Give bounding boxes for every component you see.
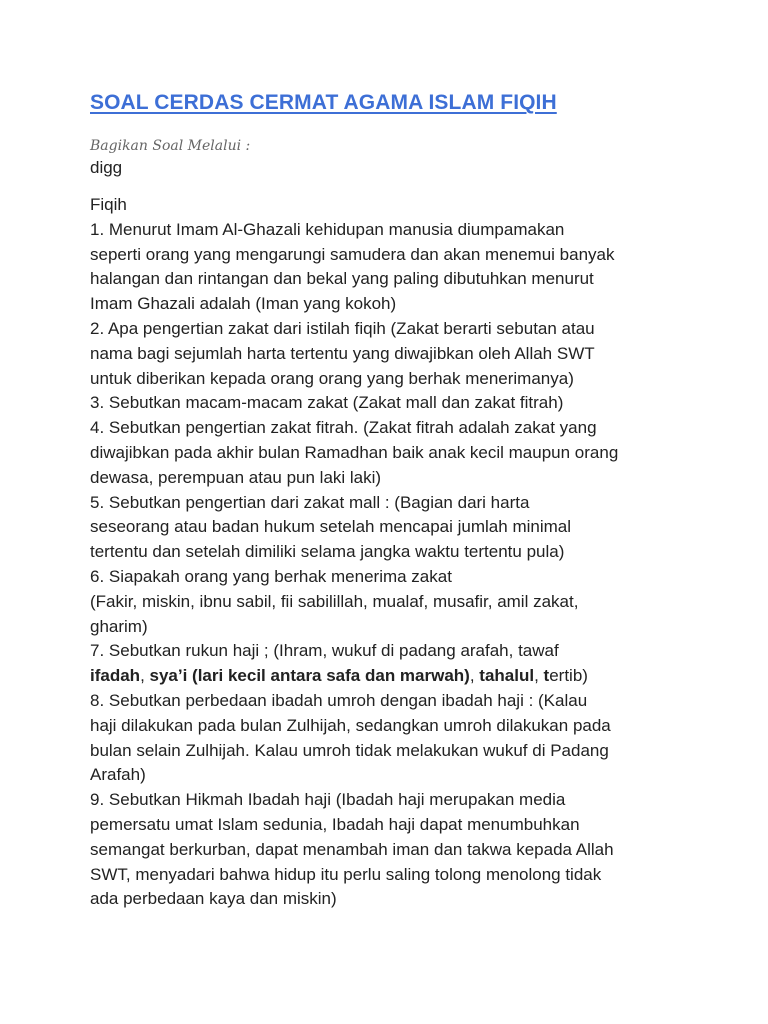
text-line: 5. Sebutkan pengertian dari zakat mall : (Bagian dari harta: [90, 492, 530, 512]
text-line: 2. Apa pengertian zakat dari istilah fiqih (Zakat berarti sebutan atau: [90, 318, 595, 338]
text-line: 6. Siapakah orang yang berhak menerima zakat: [90, 566, 452, 586]
text-line: seseorang atau badan hukum setelah mencapai jumlah minimal: [90, 517, 572, 537]
plain-run: ,: [140, 666, 150, 686]
text-line: bulan selain Zulhijah. Kalau umroh tidak melakukan wukuf di Padang: [90, 740, 609, 760]
share-label: Bagikan Soal Melalui :: [90, 138, 251, 154]
bold-run: sya’i (lari kecil antara safa dan marwah): [149, 666, 470, 686]
text-line: Arafah): [90, 765, 146, 785]
text-line-item7-cont: [90, 664, 730, 689]
share-link-digg[interactable]: digg: [90, 158, 123, 177]
text-line: tertentu dan setelah dimiliki selama jangka waktu tertentu pula): [90, 542, 565, 562]
text-line: 3. Sebutkan macam-macam zakat (Zakat mall dan zakat fitrah): [90, 393, 564, 413]
text-line: 7. Sebutkan rukun haji ; (Ihram, wukuf di padang arafah, tawaf: [90, 641, 559, 661]
text-line: dewasa, perempuan atau pun laki laki): [90, 467, 382, 487]
plain-run: ertib): [549, 666, 588, 686]
text-line: seperti orang yang mengarungi samudera dan akan menemui banyak: [90, 244, 615, 264]
text-line: gharim): [90, 616, 148, 636]
bold-run: ifadah: [90, 666, 141, 686]
text-line: semangat berkurban, dapat menambah iman dan takwa kepada Allah: [90, 839, 614, 859]
text-line: nama bagi sejumlah harta tertentu yang diwajibkan oleh Allah SWT: [90, 343, 595, 363]
text-line: 8. Sebutkan perbedaan ibadah umroh dengan ibadah haji : (Kalau: [90, 690, 588, 710]
document-body: [90, 193, 730, 912]
plain-run: ,: [534, 666, 544, 686]
text-line: diwajibkan pada akhir bulan Ramadhan baik anak kecil maupun orang: [90, 442, 619, 462]
plain-run: ,: [469, 666, 480, 686]
text-line: halangan dan rintangan dan bekal yang paling dibutuhkan menurut: [90, 269, 594, 289]
bold-run: tahalul: [479, 666, 535, 686]
text-line: 1. Menurut Imam Al-Ghazali kehidupan manusia diumpamakan: [90, 219, 565, 239]
text-line: (Fakir, miskin, ibnu sabil, fii sabilillah, mualaf, musafir, amil zakat,: [90, 591, 579, 611]
section-title: Fiqih: [90, 195, 127, 214]
text-line: 9. Sebutkan Hikmah Ibadah haji (Ibadah haji merupakan media: [90, 790, 566, 810]
text-line: haji dilakukan pada bulan Zulhijah, sedangkan umroh dilakukan pada: [90, 715, 611, 735]
text-line: 4. Sebutkan pengertian zakat fitrah. (Zakat fitrah adalah zakat yang: [90, 418, 597, 438]
text-line: pemersatu umat Islam sedunia, Ibadah haji dapat menumbuhkan: [90, 814, 580, 834]
page-title: SOAL CERDAS CERMAT AGAMA ISLAM FIQIH: [90, 91, 557, 114]
text-line: untuk diberikan kepada orang orang yang berhak menerimanya): [90, 368, 574, 388]
text-line: Imam Ghazali adalah (Iman yang kokoh): [90, 294, 397, 314]
text-line: ada perbedaan kaya dan miskin): [90, 889, 337, 909]
bold-run: t: [543, 666, 550, 686]
text-line: SWT, menyadari bahwa hidup itu perlu saling tolong menolong tidak: [90, 864, 602, 884]
